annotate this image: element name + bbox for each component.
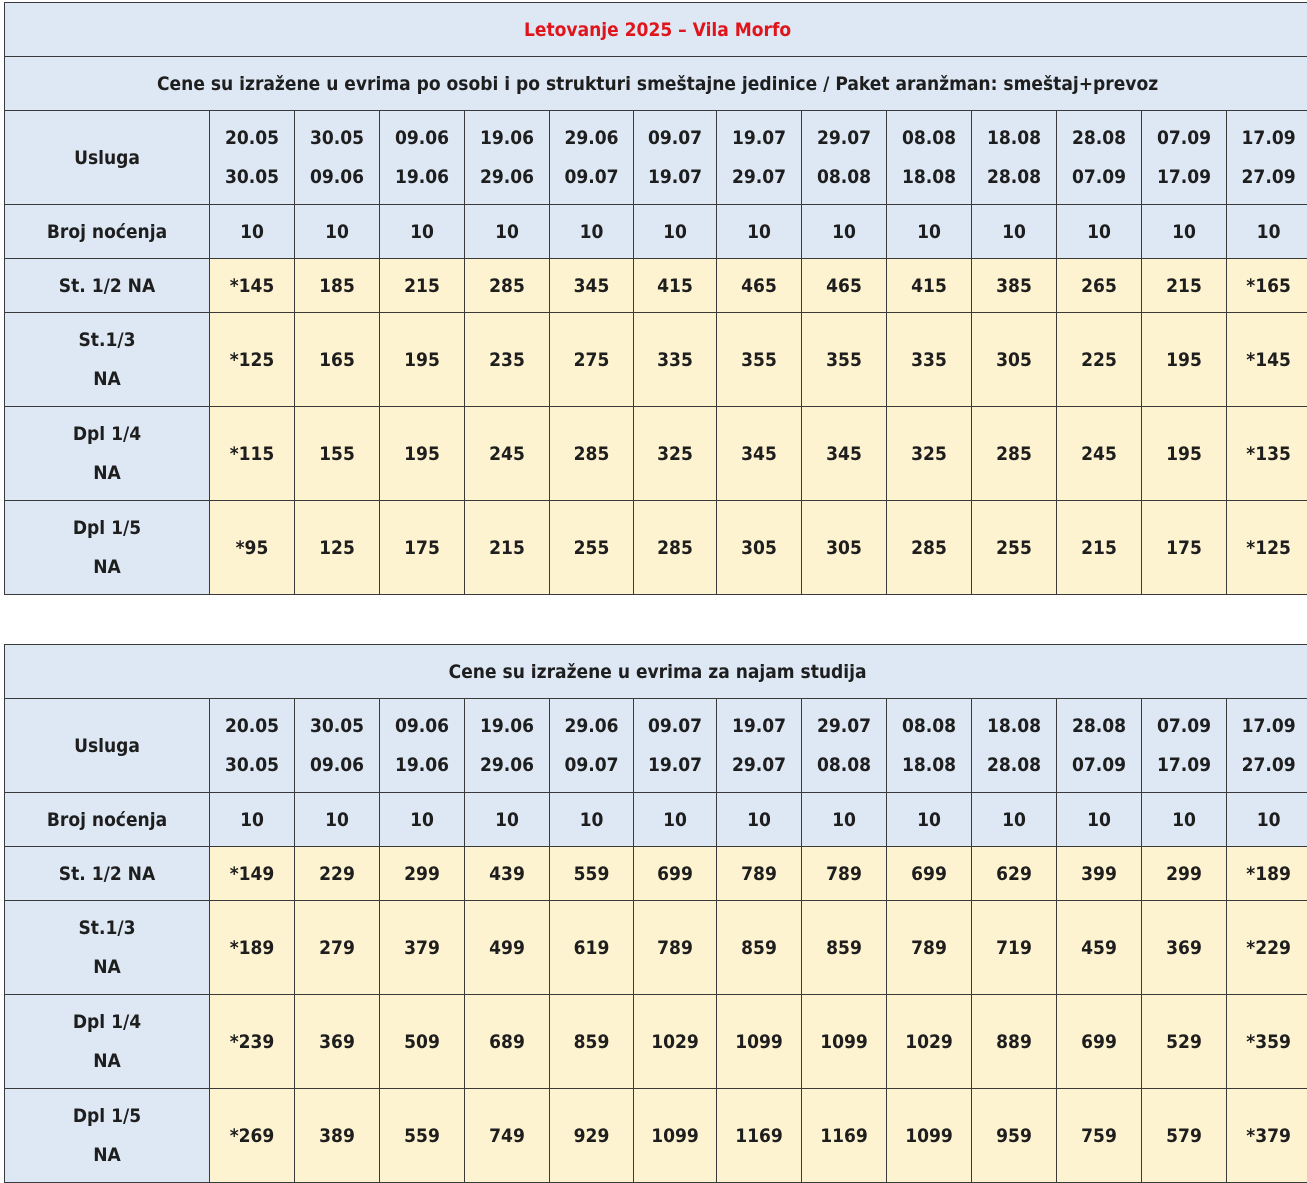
price-cell: 389 <box>295 1089 380 1183</box>
nights-value-cell: 10 <box>1057 205 1142 259</box>
price-cell: 285 <box>550 407 634 501</box>
period-to: 28.08 <box>986 165 1042 188</box>
room-type-cell <box>5 501 210 595</box>
period-from: 29.06 <box>564 126 619 149</box>
price-cell: 1099 <box>634 1089 717 1183</box>
nights-value-cell: 10 <box>295 793 380 847</box>
price-cell: 195 <box>380 313 465 407</box>
period-cell <box>802 699 887 793</box>
period-cell <box>717 699 802 793</box>
price-cell: 689 <box>465 995 550 1089</box>
nights-value-cell: 10 <box>802 793 887 847</box>
period-from: 28.08 <box>1071 714 1127 737</box>
price-cell: 1099 <box>887 1089 972 1183</box>
price-cell: 379 <box>380 901 465 995</box>
room-type-line2: NA <box>93 955 121 978</box>
period-to: 19.07 <box>647 753 703 776</box>
nights-value-cell: 10 <box>210 793 295 847</box>
price-row <box>5 901 1307 995</box>
period-from: 19.06 <box>479 714 535 737</box>
price-cell: 465 <box>802 259 887 313</box>
price-cell: *115 <box>210 407 295 501</box>
price-row <box>5 1089 1307 1183</box>
price-cell: 195 <box>1142 407 1227 501</box>
period-from: 30.05 <box>309 126 365 149</box>
period-to: 27.09 <box>1241 753 1296 776</box>
price-cell: 235 <box>465 313 550 407</box>
price-cell: 749 <box>465 1089 550 1183</box>
price-cell: 275 <box>550 313 634 407</box>
period-to: 09.07 <box>564 753 619 776</box>
nights-value-cell: 10 <box>972 205 1057 259</box>
price-cell: 245 <box>1057 407 1142 501</box>
price-cell: *145 <box>210 259 295 313</box>
period-to: 29.07 <box>731 165 787 188</box>
period-cell <box>550 699 634 793</box>
price-table-package <box>4 2 1307 595</box>
price-cell: 345 <box>717 407 802 501</box>
period-to: 28.08 <box>986 753 1042 776</box>
price-cell: *359 <box>1227 995 1307 1089</box>
period-from: 09.06 <box>394 714 450 737</box>
period-from: 17.09 <box>1241 126 1296 149</box>
nights-value-cell: 10 <box>1142 205 1227 259</box>
price-cell: 285 <box>465 259 550 313</box>
table-title: Cene su izražene u evrima za najam studija <box>5 645 1307 699</box>
price-cell: 325 <box>887 407 972 501</box>
room-type-line1: St.1/3 <box>78 328 136 351</box>
nights-value-cell: 10 <box>634 205 717 259</box>
price-cell: 415 <box>887 259 972 313</box>
price-cell: 499 <box>465 901 550 995</box>
room-type-cell: St. 1/2 NA <box>5 259 210 313</box>
price-cell: 559 <box>550 847 634 901</box>
price-cell: 439 <box>465 847 550 901</box>
period-from: 29.06 <box>564 714 619 737</box>
period-to: 18.08 <box>901 165 957 188</box>
period-header-row <box>5 699 1307 793</box>
room-type-line2: NA <box>93 367 121 390</box>
room-type-line2: NA <box>93 1143 121 1166</box>
price-cell: 255 <box>972 501 1057 595</box>
nights-value-cell: 10 <box>887 793 972 847</box>
period-from: 19.07 <box>731 126 787 149</box>
period-from: 18.08 <box>986 126 1042 149</box>
price-cell: 305 <box>802 501 887 595</box>
price-cell: 559 <box>380 1089 465 1183</box>
nights-value-cell: 10 <box>465 793 550 847</box>
price-cell: 335 <box>887 313 972 407</box>
price-cell: 225 <box>1057 313 1142 407</box>
price-cell: 459 <box>1057 901 1142 995</box>
nights-value-cell: 10 <box>295 205 380 259</box>
nights-value-cell: 10 <box>887 205 972 259</box>
price-cell: 355 <box>717 313 802 407</box>
price-row <box>5 407 1307 501</box>
room-type-line1: St.1/3 <box>78 916 136 939</box>
nights-row <box>5 793 1307 847</box>
period-to: 07.09 <box>1071 165 1127 188</box>
price-cell: 929 <box>550 1089 634 1183</box>
nights-value-cell: 10 <box>550 205 634 259</box>
nights-value-cell: 10 <box>634 793 717 847</box>
price-cell: 699 <box>634 847 717 901</box>
price-cell: 699 <box>887 847 972 901</box>
price-cell: 299 <box>380 847 465 901</box>
room-type-cell <box>5 995 210 1089</box>
period-to: 09.06 <box>309 753 365 776</box>
price-cell: 369 <box>295 995 380 1089</box>
period-from: 08.08 <box>901 714 957 737</box>
period-to: 08.08 <box>816 753 872 776</box>
title-row <box>5 645 1307 699</box>
price-cell: 1099 <box>802 995 887 1089</box>
room-type-line2: NA <box>93 555 121 578</box>
price-cell: 305 <box>717 501 802 595</box>
price-cell: 345 <box>550 259 634 313</box>
price-cell: 789 <box>887 901 972 995</box>
period-to: 19.06 <box>394 165 450 188</box>
period-from: 19.07 <box>731 714 787 737</box>
period-cell <box>295 699 380 793</box>
price-cell: 629 <box>972 847 1057 901</box>
nights-value-cell: 10 <box>1227 205 1307 259</box>
price-cell: 345 <box>802 407 887 501</box>
price-cell: *189 <box>1227 847 1307 901</box>
usluga-header-cell: Usluga <box>5 111 210 205</box>
nights-value-cell: 10 <box>802 205 887 259</box>
period-to: 29.07 <box>731 753 787 776</box>
period-to: 17.09 <box>1156 753 1212 776</box>
nights-value-cell: 10 <box>210 205 295 259</box>
price-cell: 195 <box>380 407 465 501</box>
period-cell <box>802 111 887 205</box>
price-cell: *379 <box>1227 1089 1307 1183</box>
price-cell: 619 <box>550 901 634 995</box>
price-cell: 125 <box>295 501 380 595</box>
nights-value-cell: 10 <box>1057 793 1142 847</box>
period-cell <box>887 111 972 205</box>
room-type-line1: Dpl 1/5 <box>72 516 142 539</box>
period-to: 19.06 <box>394 753 450 776</box>
price-cell: 155 <box>295 407 380 501</box>
period-cell <box>210 111 295 205</box>
price-cell: *125 <box>1227 501 1307 595</box>
room-type-line2: NA <box>93 461 121 484</box>
period-cell <box>887 699 972 793</box>
period-cell <box>1142 699 1227 793</box>
period-from: 20.05 <box>224 126 280 149</box>
period-cell <box>634 699 717 793</box>
price-cell: *229 <box>1227 901 1307 995</box>
nights-label-cell: Broj noćenja <box>5 205 210 259</box>
period-from: 09.06 <box>394 126 450 149</box>
price-cell: 335 <box>634 313 717 407</box>
room-type-line1: Dpl 1/5 <box>72 1104 142 1127</box>
period-cell <box>717 111 802 205</box>
price-cell: 165 <box>295 313 380 407</box>
room-type-cell: St. 1/2 NA <box>5 847 210 901</box>
price-cell: 175 <box>380 501 465 595</box>
period-cell <box>1057 699 1142 793</box>
period-to: 07.09 <box>1071 753 1127 776</box>
price-cell: 279 <box>295 901 380 995</box>
period-cell <box>380 111 465 205</box>
nights-value-cell: 10 <box>1142 793 1227 847</box>
period-to: 09.06 <box>309 165 365 188</box>
price-cell: 1099 <box>717 995 802 1089</box>
period-to: 09.07 <box>564 165 619 188</box>
price-cell: *145 <box>1227 313 1307 407</box>
period-to: 30.05 <box>224 753 280 776</box>
price-cell: 509 <box>380 995 465 1089</box>
table-subtitle: Cene su izražene u evrima po osobi i po strukturi smeštajne jedinice / Paket aranžman: smeštaj+prevoz <box>5 57 1307 111</box>
price-cell: *239 <box>210 995 295 1089</box>
period-to: 19.07 <box>647 165 703 188</box>
price-cell: 229 <box>295 847 380 901</box>
period-header-row <box>5 111 1307 205</box>
room-type-line1: Dpl 1/4 <box>72 1010 142 1033</box>
period-cell <box>1142 111 1227 205</box>
period-cell <box>465 699 550 793</box>
price-cell: 299 <box>1142 847 1227 901</box>
price-cell: *165 <box>1227 259 1307 313</box>
price-cell: 1169 <box>802 1089 887 1183</box>
price-table-studio-rental <box>4 644 1307 1183</box>
period-from: 09.07 <box>647 714 703 737</box>
price-cell: 385 <box>972 259 1057 313</box>
room-type-line2: NA <box>93 1049 121 1072</box>
room-type-cell <box>5 407 210 501</box>
period-to: 17.09 <box>1156 165 1212 188</box>
price-row <box>5 847 1307 901</box>
price-cell: 579 <box>1142 1089 1227 1183</box>
price-cell: 959 <box>972 1089 1057 1183</box>
period-cell <box>295 111 380 205</box>
price-cell: 465 <box>717 259 802 313</box>
price-cell: 1029 <box>887 995 972 1089</box>
period-from: 19.06 <box>479 126 535 149</box>
subtitle-row <box>5 57 1307 111</box>
nights-value-cell: 10 <box>550 793 634 847</box>
title-row <box>5 3 1307 57</box>
price-cell: *135 <box>1227 407 1307 501</box>
price-cell: 215 <box>380 259 465 313</box>
period-from: 09.07 <box>647 126 703 149</box>
price-row <box>5 259 1307 313</box>
price-row <box>5 995 1307 1089</box>
price-cell: 265 <box>1057 259 1142 313</box>
price-cell: 215 <box>1057 501 1142 595</box>
price-cell: 355 <box>802 313 887 407</box>
period-cell <box>550 111 634 205</box>
price-cell: 399 <box>1057 847 1142 901</box>
period-cell <box>465 111 550 205</box>
period-cell <box>1227 111 1307 205</box>
price-cell: 305 <box>972 313 1057 407</box>
price-cell: 175 <box>1142 501 1227 595</box>
price-cell: 245 <box>465 407 550 501</box>
nights-value-cell: 10 <box>380 793 465 847</box>
price-cell: 285 <box>634 501 717 595</box>
price-row <box>5 501 1307 595</box>
price-cell: 789 <box>802 847 887 901</box>
price-cell: 699 <box>1057 995 1142 1089</box>
nights-value-cell: 10 <box>717 793 802 847</box>
price-cell: 325 <box>634 407 717 501</box>
period-from: 07.09 <box>1156 714 1212 737</box>
period-from: 28.08 <box>1071 126 1127 149</box>
price-cell: *125 <box>210 313 295 407</box>
table-title: Letovanje 2025 – Vila Morfo <box>5 3 1307 57</box>
period-from: 17.09 <box>1241 714 1296 737</box>
price-cell: 529 <box>1142 995 1227 1089</box>
price-cell: 859 <box>802 901 887 995</box>
period-from: 29.07 <box>816 714 872 737</box>
room-type-cell <box>5 313 210 407</box>
nights-label-cell: Broj noćenja <box>5 793 210 847</box>
price-cell: 255 <box>550 501 634 595</box>
price-cell: 285 <box>887 501 972 595</box>
period-to: 29.06 <box>479 753 535 776</box>
period-from: 18.08 <box>986 714 1042 737</box>
period-cell <box>634 111 717 205</box>
room-type-cell <box>5 1089 210 1183</box>
price-cell: 859 <box>717 901 802 995</box>
period-from: 08.08 <box>901 126 957 149</box>
room-type-line1: Dpl 1/4 <box>72 422 142 445</box>
price-cell: 789 <box>634 901 717 995</box>
period-cell <box>1227 699 1307 793</box>
price-cell: 215 <box>465 501 550 595</box>
period-to: 29.06 <box>479 165 535 188</box>
nights-value-cell: 10 <box>1227 793 1307 847</box>
price-cell: 195 <box>1142 313 1227 407</box>
nights-value-cell: 10 <box>972 793 1057 847</box>
price-cell: 185 <box>295 259 380 313</box>
price-cell: 285 <box>972 407 1057 501</box>
period-cell <box>210 699 295 793</box>
period-cell <box>972 111 1057 205</box>
price-cell: 215 <box>1142 259 1227 313</box>
nights-value-cell: 10 <box>717 205 802 259</box>
price-cell: 415 <box>634 259 717 313</box>
price-cell: *95 <box>210 501 295 595</box>
period-to: 08.08 <box>816 165 872 188</box>
price-cell: 1169 <box>717 1089 802 1183</box>
price-cell: *189 <box>210 901 295 995</box>
price-cell: 759 <box>1057 1089 1142 1183</box>
price-cell: 1029 <box>634 995 717 1089</box>
nights-value-cell: 10 <box>465 205 550 259</box>
period-to: 27.09 <box>1241 165 1296 188</box>
price-cell: 859 <box>550 995 634 1089</box>
price-row <box>5 313 1307 407</box>
period-to: 30.05 <box>224 165 280 188</box>
price-cell: *149 <box>210 847 295 901</box>
period-from: 30.05 <box>309 714 365 737</box>
period-cell <box>972 699 1057 793</box>
period-to: 18.08 <box>901 753 957 776</box>
price-cell: 369 <box>1142 901 1227 995</box>
nights-row <box>5 205 1307 259</box>
price-cell: 789 <box>717 847 802 901</box>
table-body <box>5 645 1307 1183</box>
period-from: 29.07 <box>816 126 872 149</box>
price-cell: 719 <box>972 901 1057 995</box>
room-type-cell <box>5 901 210 995</box>
price-cell: *269 <box>210 1089 295 1183</box>
nights-value-cell: 10 <box>380 205 465 259</box>
period-cell <box>380 699 465 793</box>
period-cell <box>1057 111 1142 205</box>
price-cell: 889 <box>972 995 1057 1089</box>
usluga-header-cell: Usluga <box>5 699 210 793</box>
table-body <box>5 3 1307 595</box>
period-from: 20.05 <box>224 714 280 737</box>
period-from: 07.09 <box>1156 126 1212 149</box>
